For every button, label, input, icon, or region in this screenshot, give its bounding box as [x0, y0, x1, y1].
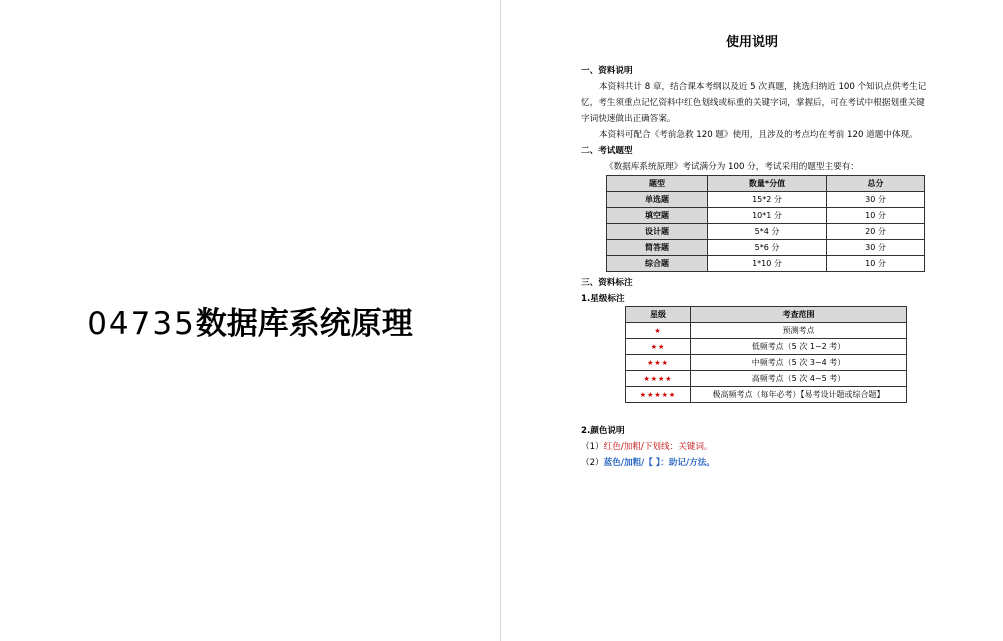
section1-para2: 本资料可配合《考前急救 120 题》使用，且涉及的考点均在考前 120 道题中体现。	[599, 130, 918, 140]
section3-heading: 三、资料标注	[581, 278, 633, 288]
table-cell: 15*2 分	[708, 192, 827, 208]
table-header-row	[626, 307, 907, 323]
list-marker: （1）	[581, 442, 604, 452]
exam-type-table	[606, 175, 925, 272]
table-header-cell: 总分	[827, 176, 925, 192]
table-row	[607, 192, 925, 208]
section2-heading: 二、考试题型	[581, 146, 633, 156]
section1-para1-line2: 忆，考生须重点记忆资料中红色划线或标重的关键字词，掌握后，可在考试中根据划重关键	[581, 98, 925, 108]
table-cell: 极高频考点（每年必考）【易考设计题或综合题】	[691, 387, 907, 403]
table-row	[607, 240, 925, 256]
section2-intro: 《数据库系统原理》考试满分为 100 分，考试采用的题型主要有：	[605, 162, 859, 172]
star-rating: ★★★★	[626, 371, 691, 387]
table-row	[626, 339, 907, 355]
star-rating: ★★	[626, 339, 691, 355]
star-legend-table	[625, 306, 907, 403]
table-header-cell: 星级	[626, 307, 691, 323]
red-legend-text: 红色/加粗/下划线：关键词。	[603, 442, 713, 452]
star-rating: ★	[626, 323, 691, 339]
table-cell: 1*10 分	[708, 256, 827, 272]
table-cell: 低频考点（5 次 1~2 考）	[691, 339, 907, 355]
page-title: 使用说明	[725, 35, 778, 50]
table-cell: 设计题	[607, 224, 708, 240]
table-cell: 5*4 分	[708, 224, 827, 240]
table-header-cell: 数量*分值	[708, 176, 827, 192]
table-header-cell: 题型	[607, 176, 708, 192]
table-cell: 高频考点（5 次 4~5 考）	[691, 371, 907, 387]
table-cell: 10 分	[827, 256, 925, 272]
table-row	[626, 387, 907, 403]
star-rating: ★★★	[626, 355, 691, 371]
course-name: 数据库系统原理	[195, 306, 413, 342]
cover-title	[0, 298, 500, 343]
section1-para1-line3: 字词快速做出正确答案。	[581, 114, 676, 124]
color-legend-subheading: 2.颜色说明	[581, 426, 625, 436]
section1-heading: 一、资料说明	[581, 66, 633, 76]
table-header-row	[607, 176, 925, 192]
star-rating: ★★★★★	[626, 387, 691, 403]
table-cell: 10 分	[827, 208, 925, 224]
section1-para1-line1: 本资料共计 8 章，结合课本考纲以及近 5 次真题，挑选归纳近 100 个知识点供考生记	[599, 82, 927, 92]
table-cell: 中频考点（5 次 3~4 考）	[691, 355, 907, 371]
table-row	[607, 256, 925, 272]
table-row	[626, 323, 907, 339]
manual-page	[501, 0, 1003, 641]
star-legend-subheading: 1.星级标注	[581, 294, 625, 304]
table-cell: 10*1 分	[708, 208, 827, 224]
table-cell: 5*6 分	[708, 240, 827, 256]
table-cell: 30 分	[827, 240, 925, 256]
table-cell: 20 分	[827, 224, 925, 240]
table-row	[626, 371, 907, 387]
table-header-cell: 考查范围	[691, 307, 907, 323]
table-cell: 简答题	[607, 240, 708, 256]
blue-legend-text: 蓝色/加粗/【 】：助记/方法。	[603, 458, 715, 468]
table-cell: 单选题	[607, 192, 708, 208]
table-row	[607, 208, 925, 224]
color-legend-item-blue	[581, 456, 715, 470]
table-cell: 预测考点	[691, 323, 907, 339]
color-legend-item-red	[581, 440, 713, 454]
table-row	[626, 355, 907, 371]
table-cell: 30 分	[827, 192, 925, 208]
course-code: 04735	[87, 306, 196, 342]
table-cell: 填空题	[607, 208, 708, 224]
table-cell: 综合题	[607, 256, 708, 272]
cover-page	[0, 0, 500, 641]
list-marker: （2）	[581, 458, 604, 468]
table-row	[607, 224, 925, 240]
